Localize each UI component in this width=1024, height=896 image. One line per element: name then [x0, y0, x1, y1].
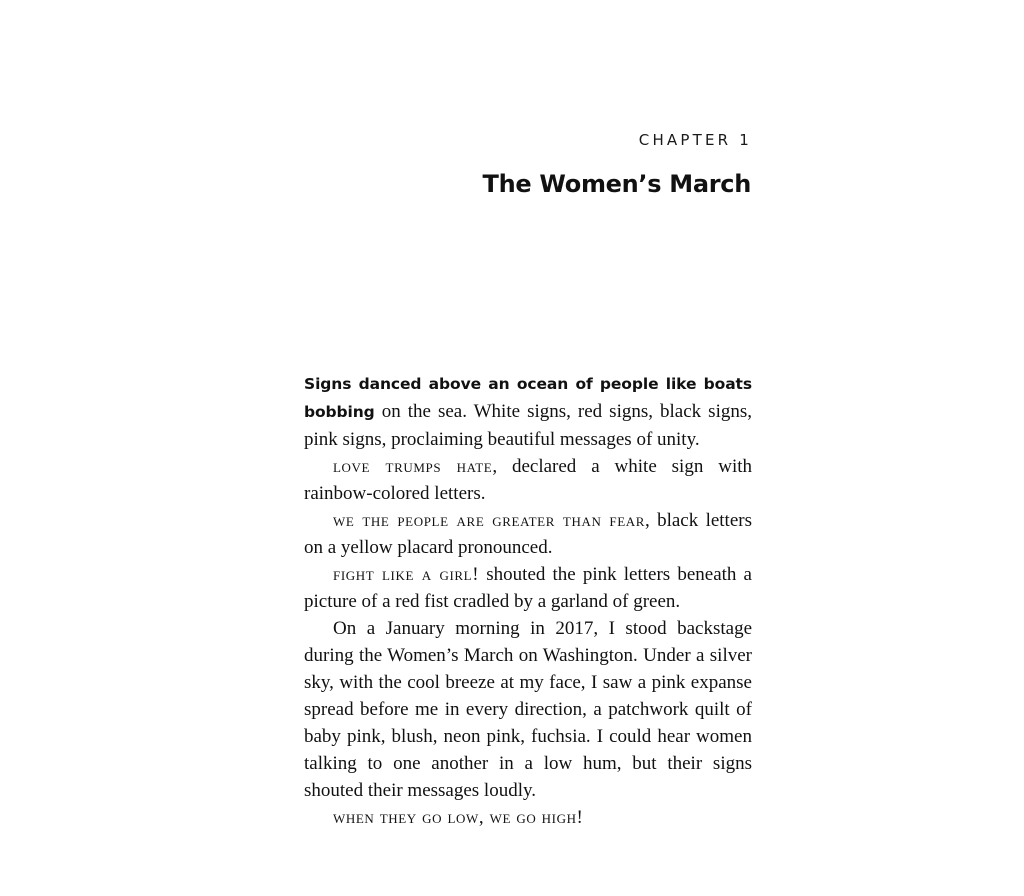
paragraph-6: [304, 804, 752, 831]
sign-text: we the people are greater than fear: [333, 510, 645, 531]
paragraph-text: , declared a white sign with rainbow-colored letters.: [304, 456, 753, 504]
paragraph-5: [304, 615, 752, 804]
paragraph-1: [304, 370, 752, 453]
sign-text: fight like a girl!: [333, 564, 480, 585]
lead-in-text: Signs danced above an ocean of people like boats bobbing: [304, 375, 752, 421]
chapter-body: [304, 370, 752, 831]
sign-text: love trumps hate: [333, 456, 493, 477]
chapter-title: The Women’s March: [482, 170, 751, 198]
sign-text: when they go low, we go high!: [333, 807, 584, 828]
paragraph-text: , black letters on a yellow placard pronounced.: [304, 510, 752, 558]
paragraph-4: [304, 561, 752, 615]
paragraph-text: on the sea. White signs, red signs, black signs, pink signs, proclaiming beautiful messages of unity.: [304, 401, 752, 450]
paragraph-3: [304, 507, 752, 561]
paragraph-text: On a January morning in 2017, I stood backstage during the Women’s March on Washington. Under a silver sky, with the cool breeze at my face, I saw a pink expanse spread before me in every direction, a patchwork quilt of baby pink, blush, neon pink, fuchsia. I could hear women talking to one another in a low hum, but their signs shouted their messages loudly.: [304, 618, 752, 801]
paragraph-text: shouted the pink letters beneath a picture of a red fist cradled by a garland of green.: [304, 564, 752, 612]
paragraph-2: [304, 453, 752, 507]
chapter-number: CHAPTER 1: [638, 131, 752, 149]
